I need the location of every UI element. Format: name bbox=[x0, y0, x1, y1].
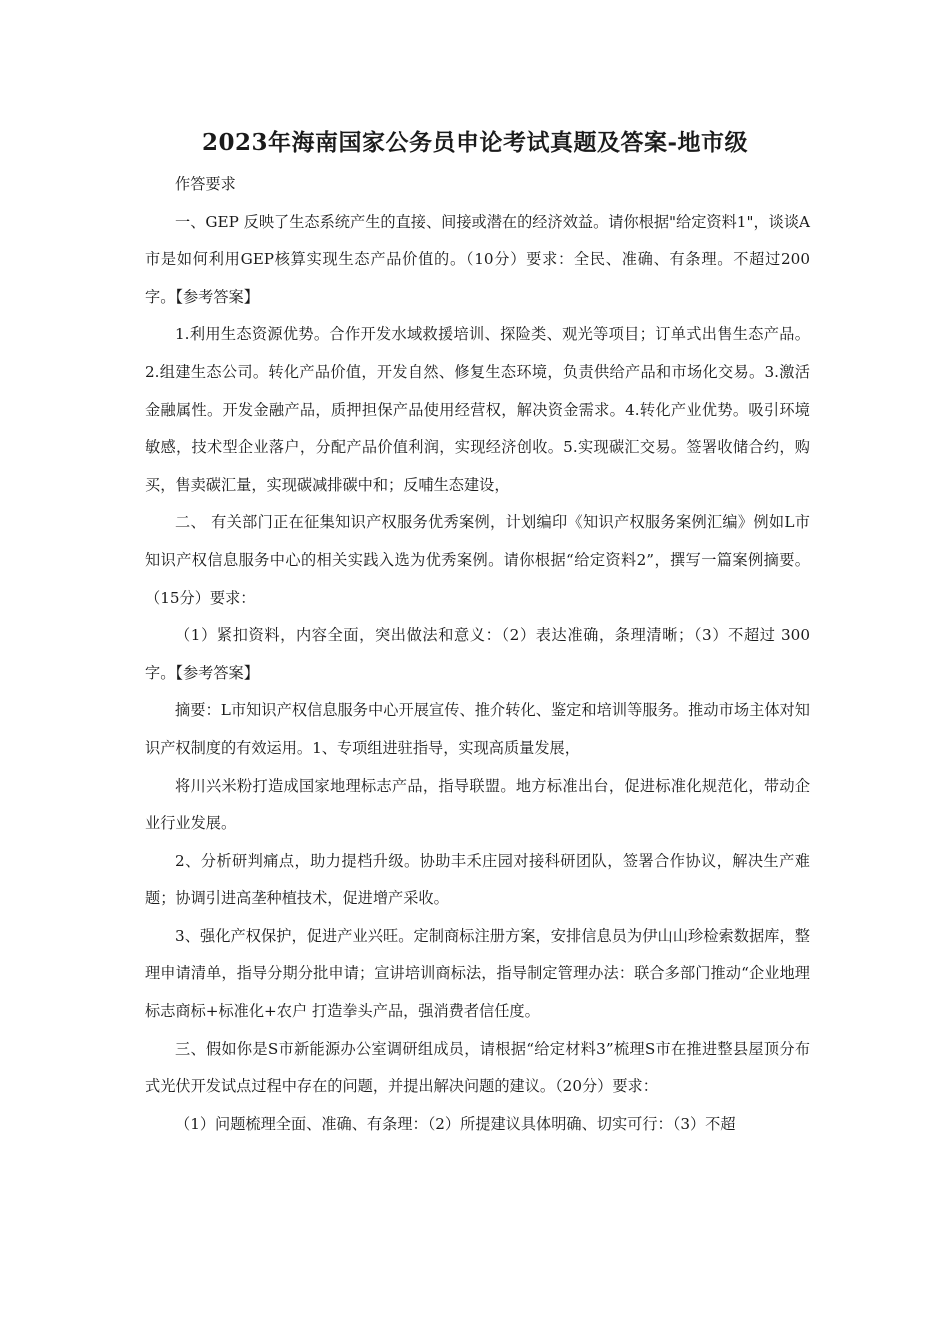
document-body bbox=[145, 166, 810, 1143]
question-3: 三、假如你是S市新能源办公室调研组成员，请根据“给定材料3”梳理S市在推进整县屋顶分布式光伏开发试点过程中存在的问题，并提出解决问题的建议。（20分）要求： bbox=[145, 1039, 811, 1096]
answer-2-point-3: 3、强化产权保护，促进产业兴旺。定制商标注册方案，安排信息员为伊山山珍检索数据库，整理申请清单，指导分期分批申请；宣讲培训商标法，指导制定管理办法：联合多部门推动“企业地理标志商标+标准化+农户 打造拳头产品，强消费者信任度。 bbox=[145, 926, 810, 1021]
document-title: 2023年海南国家公务员申论考试真题及答案-地市级 bbox=[201, 129, 749, 156]
question-2: 二、 有关部门正在征集知识产权服务优秀案例，计划编印《知识产权服务案例汇编》例如L市知识产权信息服务中心的相关实践入选为优秀案例。请你根据“给定资料2”，撰写一篇案例摘要。（15分）要求： bbox=[145, 513, 810, 607]
question-3-requirements: （1）问题梳理全面、准确、有条理：（2）所提建议具体明确、切实可行：（3）不超 bbox=[175, 1114, 736, 1133]
answer-1: 1.利用生态资源优势。合作开发水域救援培训、探险类、观光等项目；订单式出售生态产品。2.组建生态公司。转化产品价值，开发自然、修复生态环境，负责供给产品和市场化交易。3.激活金融属性。开发金融产品，质押担保产品使用经营权，解决资金需求。4.转化产业优势。吸引环境敏感，技术型企业落户，分配产品价值利润，实现经济创收。5.实现碳汇交易。签署收储合约，购买，售卖碳汇量，实现碳减排碳中和；反哺生态建设， bbox=[145, 325, 810, 494]
question-2-requirements: （1）紧扣资料，内容全面，突出做法和意义：（2）表达准确，条理清晰；（3）不超过 300 字。【参考答案】 bbox=[145, 626, 810, 682]
answer-requirements-heading: 作答要求 bbox=[175, 175, 236, 193]
answer-2-point-2: 2、分析研判痛点，助力提档升级。协助丰禾庄园对接科研团队，签署合作协议，解决生产难题；协调引进高垄种植技术，促进增产采收。 bbox=[145, 851, 810, 908]
question-1: 一、GEP 反映了生态系统产生的直接、间接或潜在的经济效益。请你根据"给定资料1"，谈谈A市是如何利用GEP核算实现生态产品价值的。（10分）要求：全民、准确、有条理。不超过200字。【参考答案】 bbox=[145, 212, 810, 306]
answer-2-summary: 摘要：L市知识产权信息服务中心开展宣传、推介转化、鉴定和培训等服务。推动市场主体对知识产权制度的有效运用。1、专项组进驻指导，实现高质量发展， bbox=[145, 701, 810, 757]
answer-2-point-1: 将川兴米粉打造成国家地理标志产品，指导联盟。地方标准出台，促进标准化规范化，带动企业行业发展。 bbox=[145, 776, 810, 833]
